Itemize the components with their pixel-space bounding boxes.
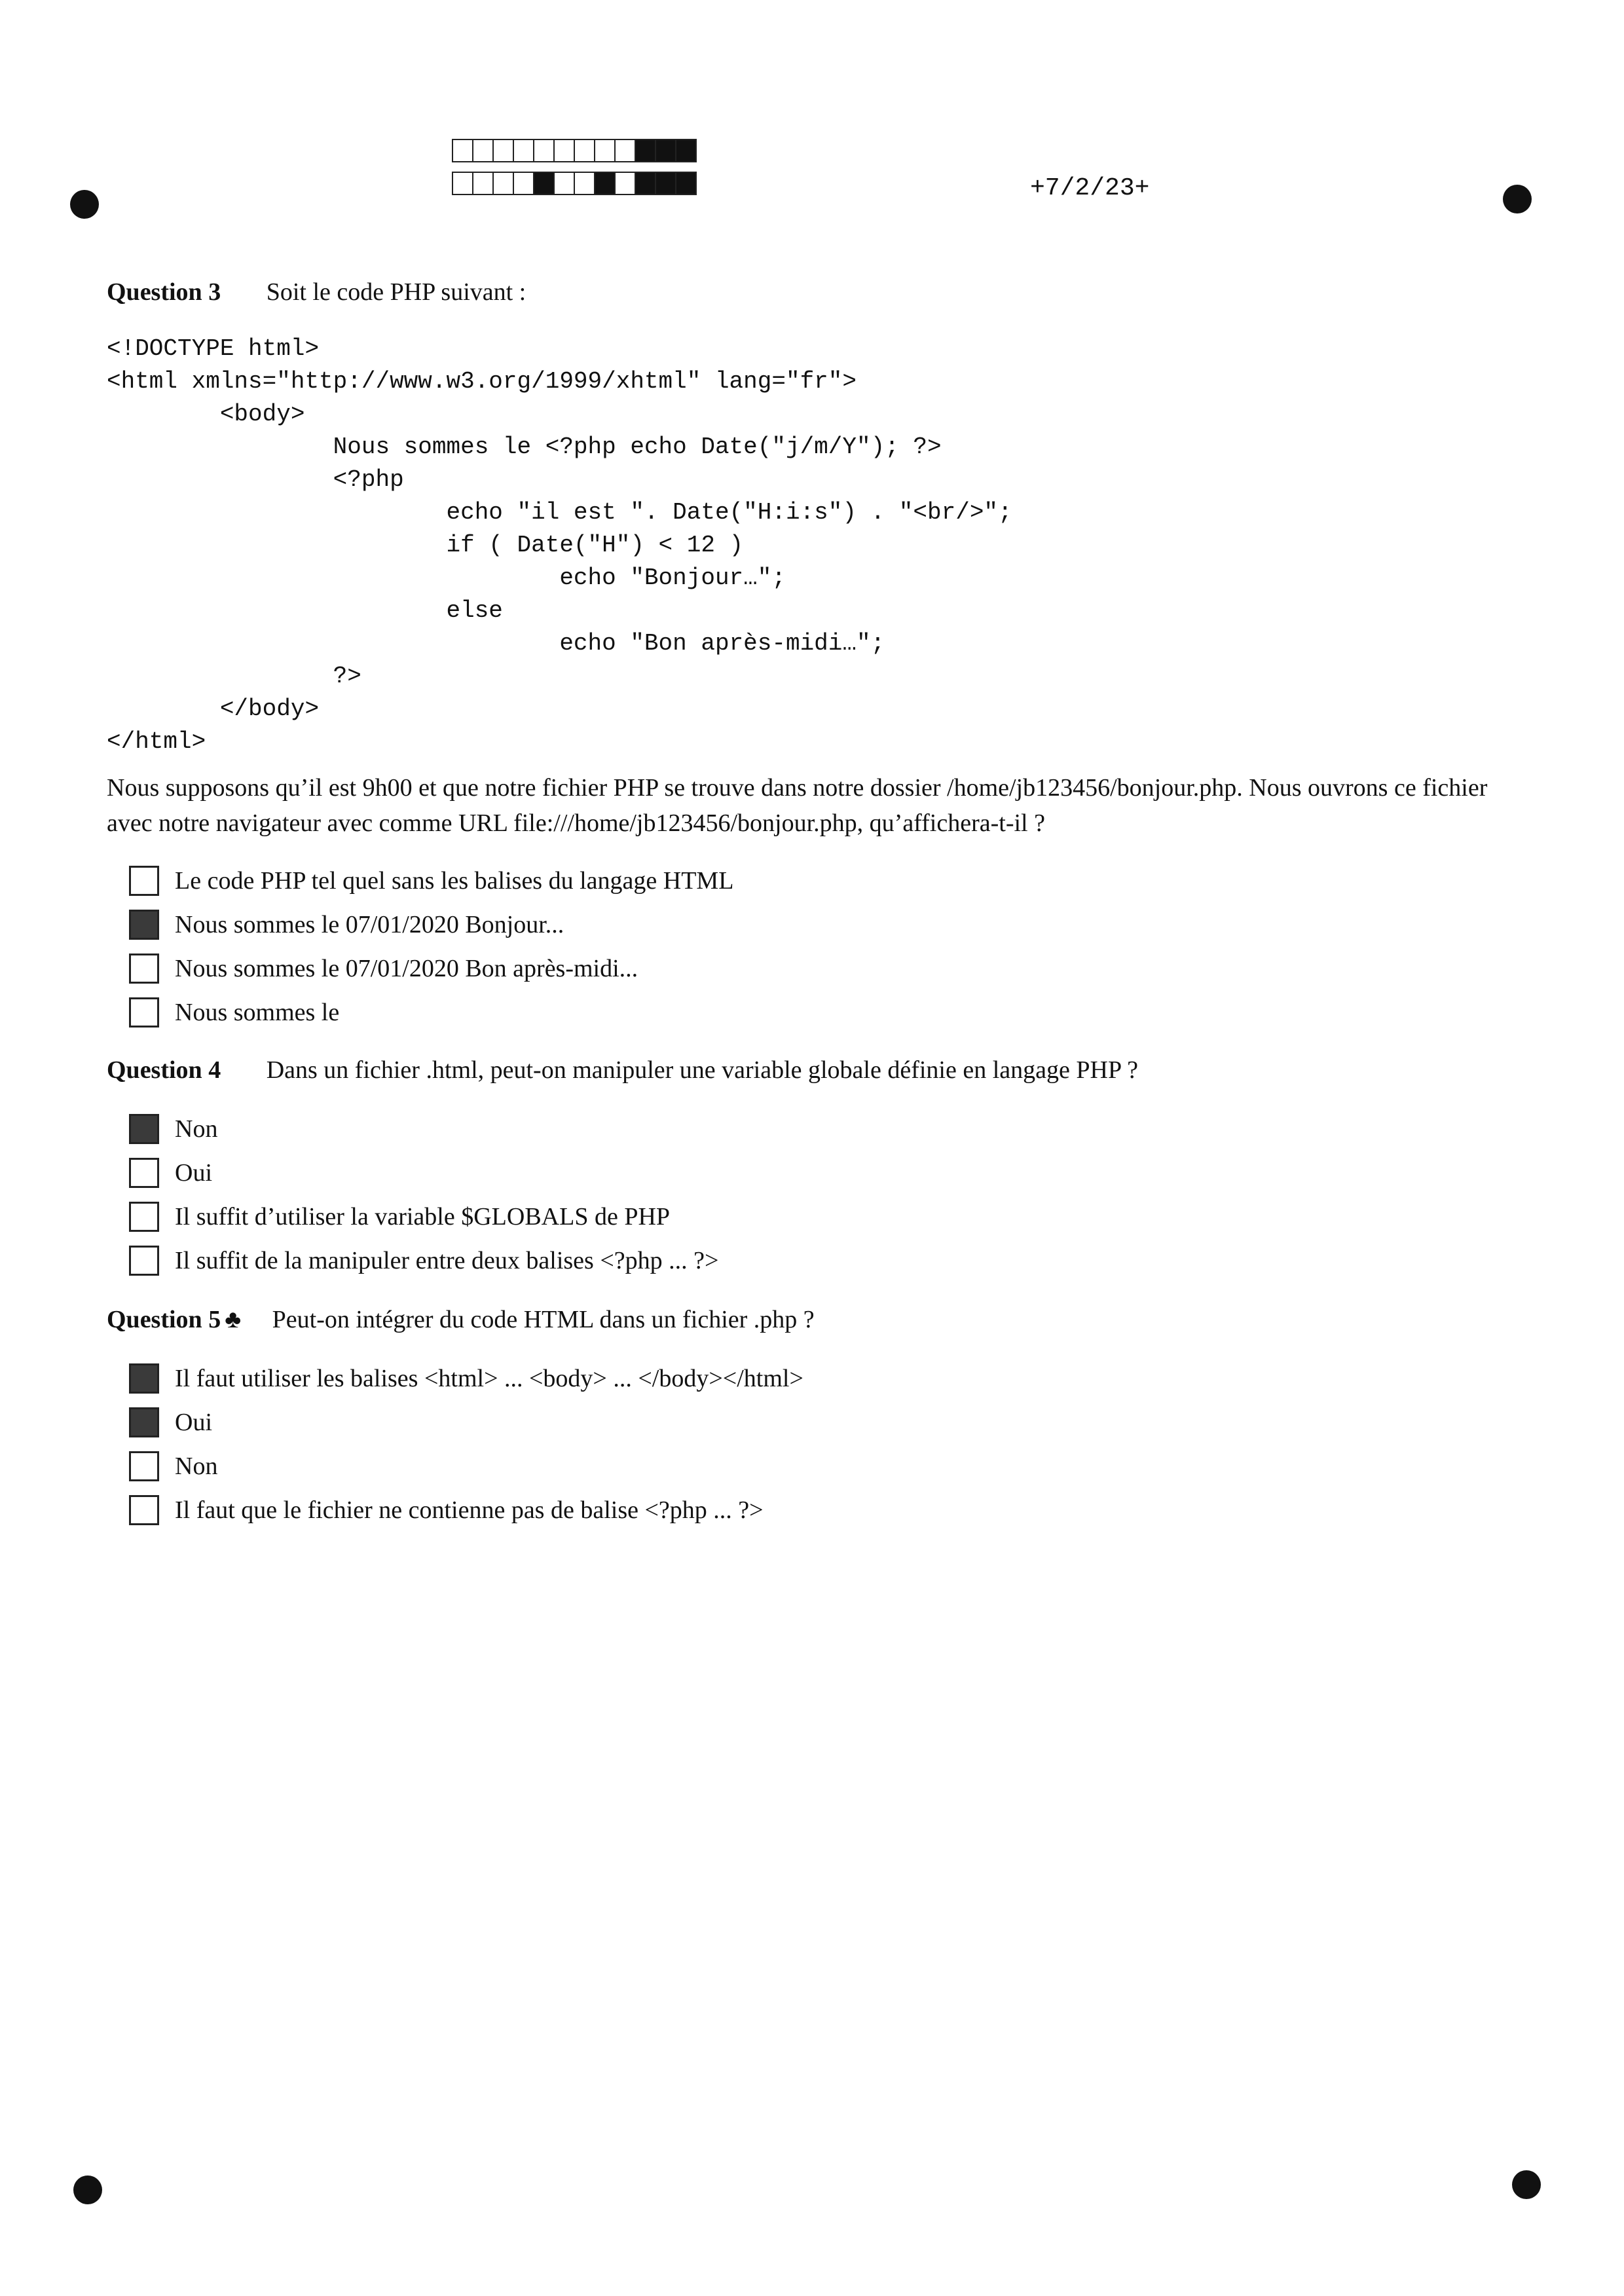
corner-marker-bottom-left [73, 2176, 102, 2204]
code-box [614, 139, 636, 162]
code-box [675, 172, 697, 195]
code-box [574, 172, 595, 195]
answer-option[interactable] [129, 859, 733, 902]
code-line: Nous sommes le <?php echo Date("j/m/Y"); ?> [107, 434, 942, 460]
code-box [594, 139, 616, 162]
code-line: </html> [107, 728, 206, 755]
answer-label: Il suffit d’utiliser la variable $GLOBALS de PHP [175, 1202, 671, 1231]
code-box [635, 172, 656, 195]
code-line: <html xmlns="http://www.w3.org/1999/xhtml" lang="fr"> [107, 368, 857, 395]
answer-label: Non [175, 1452, 218, 1480]
checkbox[interactable] [129, 1495, 159, 1525]
page-code-boxes-row-2 [452, 172, 695, 195]
code-box [513, 172, 534, 195]
question-3-text: Soit le code PHP suivant : [266, 278, 526, 306]
question-5-text: Peut-on intégrer du code HTML dans un fichier .php ? [272, 1306, 815, 1333]
answer-label: Oui [175, 1408, 212, 1436]
answer-label: Nous sommes le [175, 998, 340, 1026]
code-box [553, 172, 575, 195]
question-3-answers [129, 859, 733, 1034]
code-line: echo "il est ". Date("H:i:s") . "<br/>"; [107, 499, 1012, 526]
checkbox-checked[interactable] [129, 1363, 159, 1394]
checkbox[interactable] [129, 866, 159, 896]
code-box [614, 172, 636, 195]
question-3-paragraph: Nous supposons qu’il est 9h00 et que notre fichier PHP se trouve dans notre dossier /home/jb123456/bonjour.php. Nous ouvrons ce fichier avec notre navigateur avec comme URL file:///home/jb123456/bonjour.php, qu’affichera-t-il ? [107, 774, 1488, 837]
page-code-boxes-row-1 [452, 139, 695, 162]
checkbox-checked[interactable] [129, 1407, 159, 1437]
answer-label: Nous sommes le 07/01/2020 Bonjour... [175, 910, 564, 938]
code-line: <!DOCTYPE html> [107, 335, 320, 362]
code-box [553, 139, 575, 162]
question-4-header [107, 1056, 1138, 1084]
answer-label: Il suffit de la manipuler entre deux balises <?php ... ?> [175, 1246, 719, 1274]
answer-option[interactable] [129, 1238, 718, 1282]
checkbox-checked[interactable] [129, 910, 159, 940]
corner-marker-top-right [1503, 185, 1532, 213]
question-3-header [107, 278, 526, 306]
code-line: else [107, 597, 503, 624]
question-4-answers [129, 1107, 718, 1282]
question-4-title: Question 4 [107, 1056, 221, 1084]
corner-marker-bottom-right [1512, 2170, 1541, 2199]
answer-label: Il faut utiliser les balises <html> ... <body> ... </body></html> [175, 1364, 803, 1392]
answer-option[interactable] [129, 1444, 803, 1488]
answer-option[interactable] [129, 946, 733, 990]
code-box [655, 139, 676, 162]
question-5-header [107, 1305, 815, 1334]
code-box [533, 172, 555, 195]
page-identifier: +7/2/23+ [1030, 174, 1150, 202]
php-code-block [107, 333, 1012, 758]
question-5-answers [129, 1356, 803, 1532]
code-box [675, 139, 697, 162]
club-icon: ♣ [225, 1306, 242, 1333]
answer-label: Il faut que le fichier ne contienne pas de balise <?php ... ?> [175, 1496, 764, 1524]
checkbox[interactable] [129, 1158, 159, 1188]
code-line: echo "Bonjour…"; [107, 565, 786, 591]
corner-marker-top-left [70, 190, 99, 219]
answer-label: Oui [175, 1158, 212, 1187]
answer-option[interactable] [129, 902, 733, 946]
answer-option[interactable] [129, 1488, 803, 1532]
code-box [513, 139, 534, 162]
checkbox-checked[interactable] [129, 1114, 159, 1144]
answer-option[interactable] [129, 1400, 803, 1444]
code-box [574, 139, 595, 162]
code-box [472, 139, 494, 162]
code-box [655, 172, 676, 195]
code-line: ?> [107, 663, 361, 690]
answer-label: Le code PHP tel quel sans les balises du langage HTML [175, 866, 734, 895]
code-box [492, 172, 514, 195]
code-box [452, 172, 473, 195]
code-box [472, 172, 494, 195]
answer-option[interactable] [129, 1107, 718, 1151]
code-line: <body> [107, 401, 305, 428]
code-box [452, 139, 473, 162]
checkbox[interactable] [129, 954, 159, 984]
checkbox[interactable] [129, 1246, 159, 1276]
checkbox[interactable] [129, 1202, 159, 1232]
checkbox[interactable] [129, 1451, 159, 1481]
code-box [594, 172, 616, 195]
question-3-title: Question 3 [107, 278, 221, 306]
question-4-text: Dans un fichier .html, peut-on manipuler une variable globale définie en langage PHP ? [266, 1056, 1139, 1084]
question-5-title: Question 5 [107, 1306, 221, 1333]
answer-option[interactable] [129, 1356, 803, 1400]
answer-label: Non [175, 1115, 218, 1143]
code-box [492, 139, 514, 162]
code-line: </body> [107, 695, 320, 722]
answer-label: Nous sommes le 07/01/2020 Bon après-midi... [175, 954, 638, 982]
code-line: <?php [107, 466, 404, 493]
answer-option[interactable] [129, 1194, 718, 1238]
code-line: echo "Bon après-midi…"; [107, 630, 885, 657]
code-line: if ( Date("H") < 12 ) [107, 532, 744, 559]
checkbox[interactable] [129, 997, 159, 1028]
code-box [635, 139, 656, 162]
code-box [533, 139, 555, 162]
answer-option[interactable] [129, 1151, 718, 1194]
answer-option[interactable] [129, 990, 733, 1034]
